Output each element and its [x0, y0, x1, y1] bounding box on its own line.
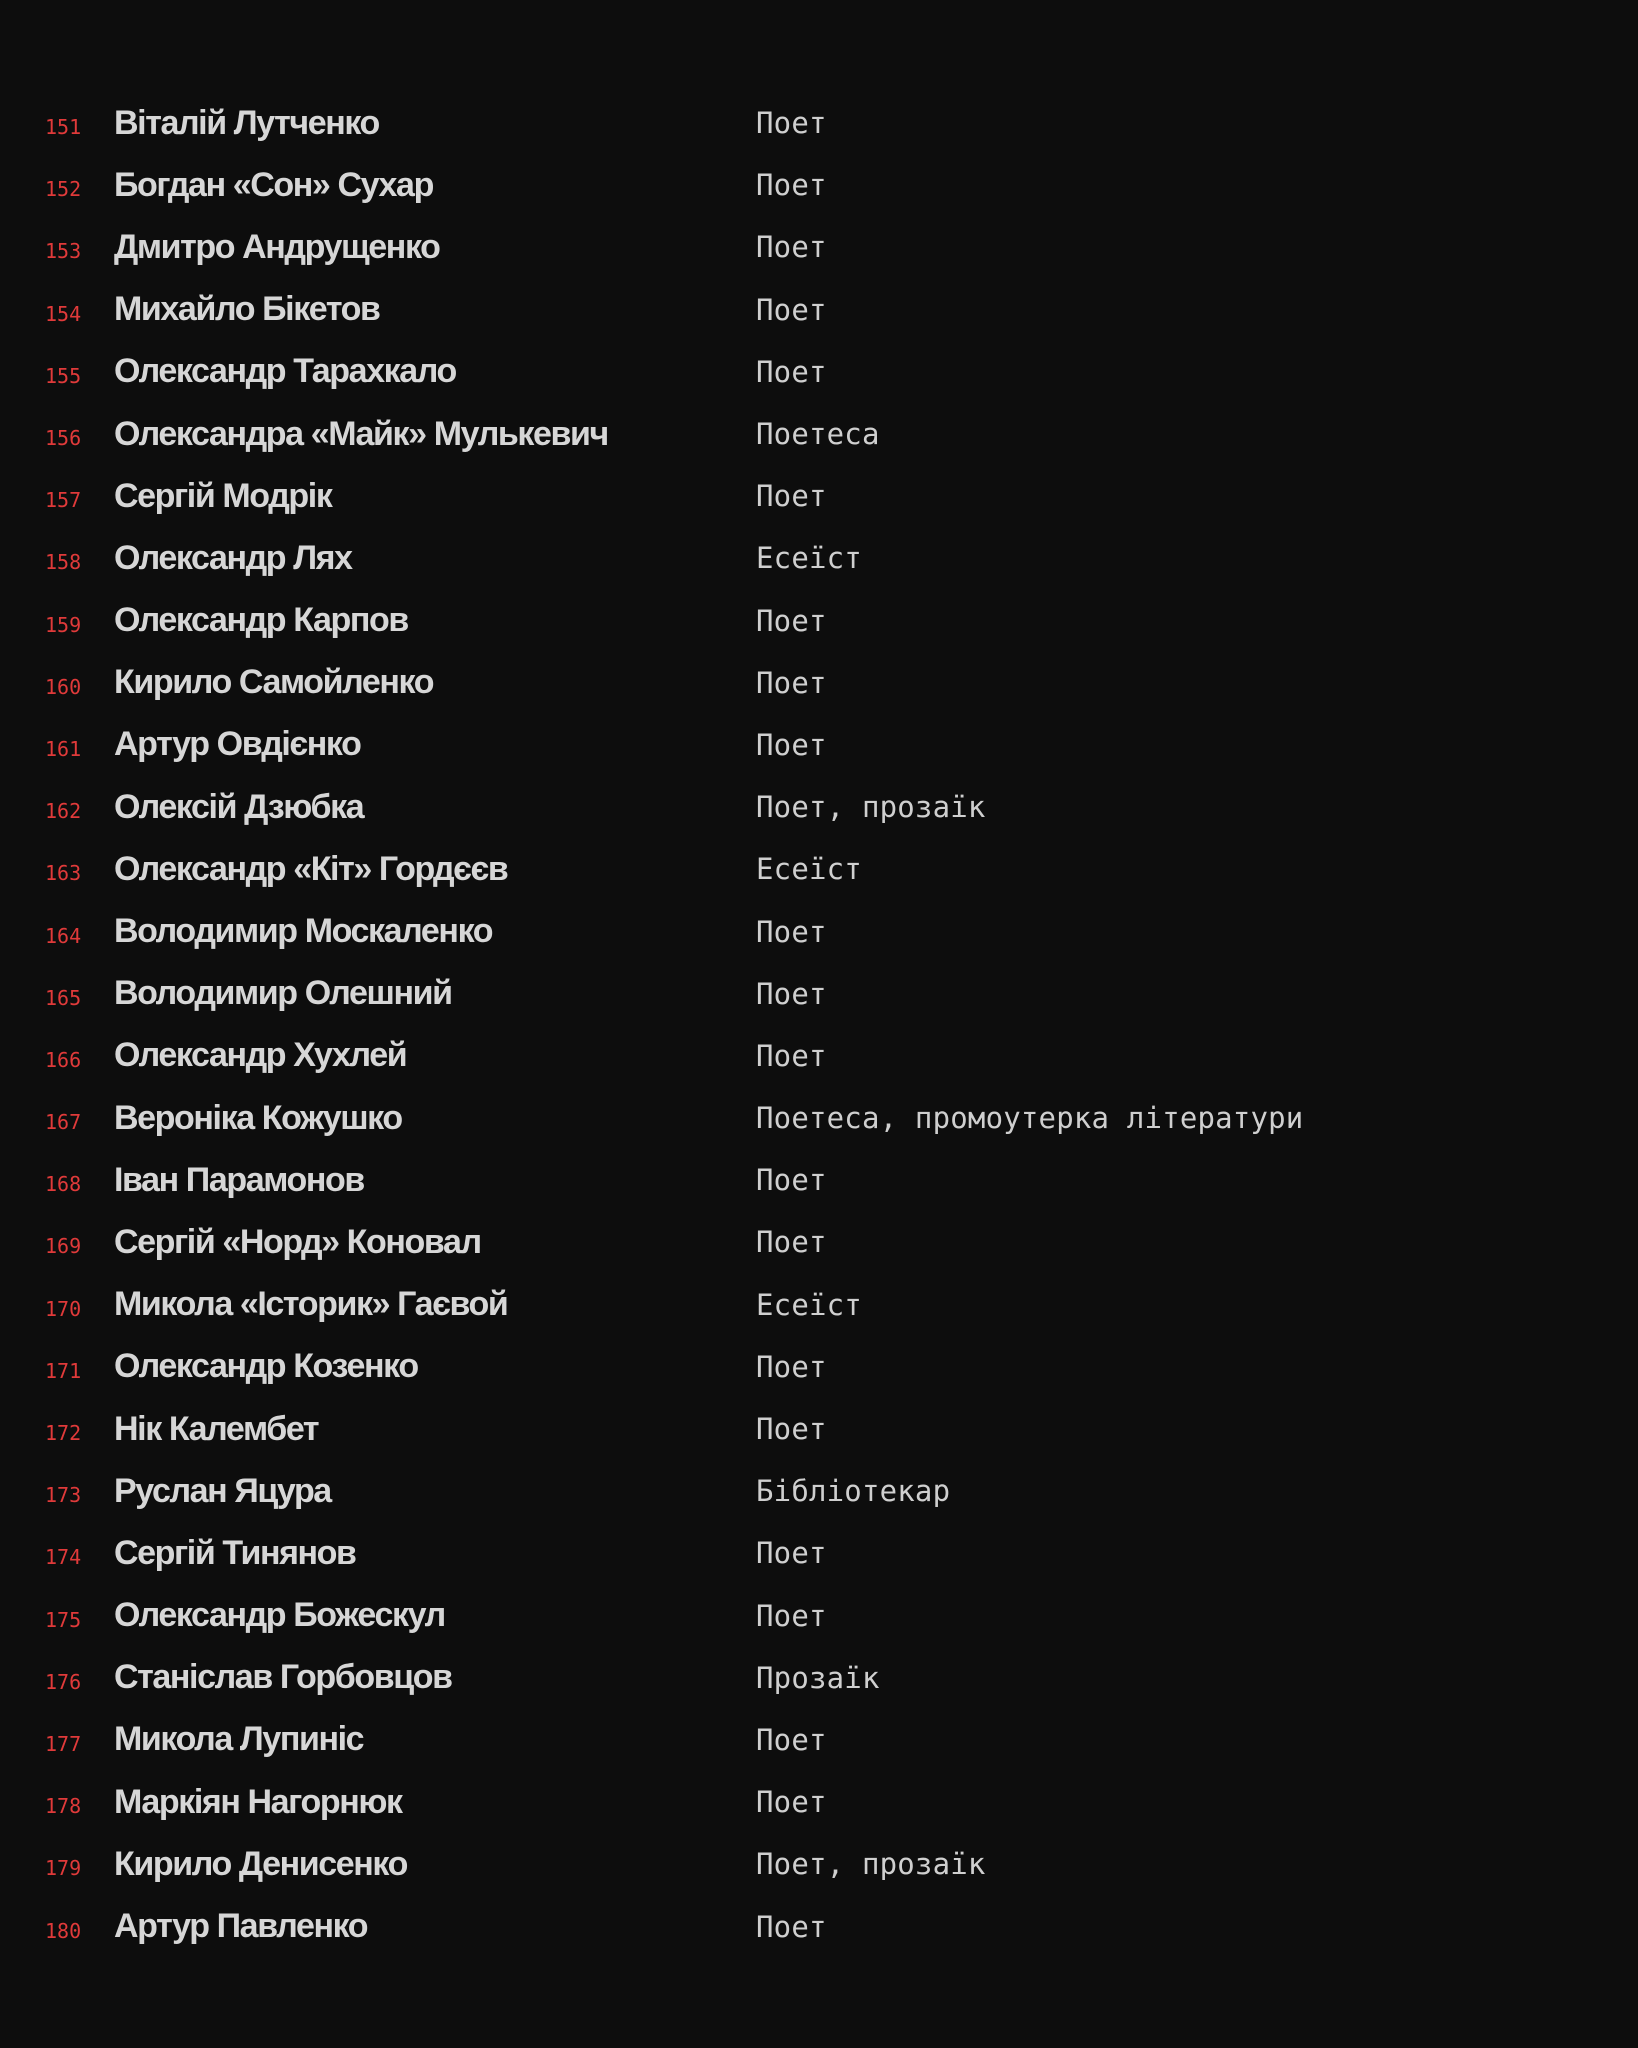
person-role: Поетеса, промоутерка літератури — [756, 1101, 1304, 1136]
person-role: Поет, прозаїк — [756, 1847, 986, 1882]
list-item — [0, 714, 1638, 776]
list-item — [0, 838, 1638, 900]
list-item — [0, 403, 1638, 465]
person-role: Поет — [756, 727, 827, 762]
person-role: Поет — [756, 230, 827, 265]
person-role: Поет — [756, 1349, 827, 1384]
list-item — [0, 1895, 1638, 1957]
person-name: Кирило Денисенко — [114, 1844, 407, 1883]
list-item — [0, 1585, 1638, 1647]
list-item — [0, 1522, 1638, 1584]
list-item — [0, 776, 1638, 838]
person-name: Олександр «Кіт» Гордєєв — [114, 849, 508, 888]
item-number: 180 — [45, 1918, 82, 1943]
person-role: Поет — [756, 914, 827, 949]
list-item — [0, 154, 1638, 216]
item-number: 172 — [45, 1421, 82, 1446]
person-role: Поет — [756, 665, 827, 700]
person-name: Олександр Лях — [114, 538, 352, 577]
people-list — [0, 92, 1638, 1958]
person-name: Віталій Лутченко — [114, 103, 379, 142]
person-name: Сергій Модрік — [114, 476, 332, 515]
person-role: Прозаїк — [756, 1660, 880, 1695]
item-number: 161 — [45, 736, 82, 761]
list-item — [0, 590, 1638, 652]
person-role: Поет — [756, 603, 827, 638]
list-item — [0, 341, 1638, 403]
list-item — [0, 1647, 1638, 1709]
person-role: Есеїст — [756, 541, 862, 576]
person-name: Сергій Тинянов — [114, 1533, 356, 1572]
person-role: Поет — [756, 1909, 827, 1944]
person-name: Олександра «Майк» Мулькевич — [114, 414, 608, 453]
person-role: Поет — [756, 1598, 827, 1633]
item-number: 169 — [45, 1234, 82, 1259]
item-number: 170 — [45, 1296, 82, 1321]
item-number: 151 — [45, 115, 82, 140]
item-number: 173 — [45, 1483, 82, 1508]
person-role: Поет — [756, 1722, 827, 1757]
list-item — [0, 1709, 1638, 1771]
list-item — [0, 1025, 1638, 1087]
person-name: Руслан Яцура — [114, 1471, 331, 1510]
person-role: Есеїст — [756, 1287, 862, 1322]
item-number: 176 — [45, 1669, 82, 1694]
item-number: 179 — [45, 1856, 82, 1881]
person-name: Маркіян Нагорнюк — [114, 1782, 402, 1821]
item-number: 165 — [45, 985, 82, 1010]
person-name: Володимир Олешний — [114, 974, 452, 1013]
person-name: Кирило Самойленко — [114, 663, 434, 702]
person-role: Поет — [756, 1225, 827, 1260]
person-role: Поет — [756, 1412, 827, 1447]
list-item — [0, 1460, 1638, 1522]
person-role: Поет — [756, 354, 827, 389]
item-number: 163 — [45, 861, 82, 886]
person-name: Станіслав Горбовцов — [114, 1658, 452, 1697]
list-item — [0, 279, 1638, 341]
list-item — [0, 1274, 1638, 1336]
person-name: Олександр Хухлей — [114, 1036, 407, 1075]
person-role: Поет — [756, 1163, 827, 1198]
list-item — [0, 527, 1638, 589]
person-name: Олександр Карпов — [114, 601, 408, 640]
item-number: 160 — [45, 674, 82, 699]
item-number: 153 — [45, 239, 82, 264]
person-name: Вероніка Кожушко — [114, 1098, 402, 1137]
item-number: 166 — [45, 1047, 82, 1072]
person-role: Поетеса — [756, 417, 880, 452]
item-number: 177 — [45, 1731, 82, 1756]
list-item — [0, 92, 1638, 154]
list-item — [0, 1149, 1638, 1211]
person-name: Дмитро Андрущенко — [114, 227, 440, 266]
item-number: 175 — [45, 1607, 82, 1632]
person-name: Олександр Тарахкало — [114, 352, 456, 391]
person-name: Артур Овдієнко — [114, 725, 361, 764]
person-name: Володимир Москаленко — [114, 912, 493, 951]
person-role: Поет — [756, 1038, 827, 1073]
item-number: 178 — [45, 1794, 82, 1819]
list-item — [0, 1087, 1638, 1149]
list-item — [0, 216, 1638, 278]
person-role: Поет, прозаїк — [756, 790, 986, 825]
item-number: 168 — [45, 1172, 82, 1197]
person-role: Поет — [756, 106, 827, 141]
person-name: Олександр Козенко — [114, 1347, 418, 1386]
person-name: Богдан «Сон» Сухар — [114, 165, 433, 204]
item-number: 164 — [45, 923, 82, 948]
person-role: Поет — [756, 1785, 827, 1820]
person-role: Есеїст — [756, 852, 862, 887]
person-role: Поет — [756, 976, 827, 1011]
item-number: 167 — [45, 1110, 82, 1135]
person-role: Бібліотекар — [756, 1474, 951, 1509]
list-item — [0, 1398, 1638, 1460]
item-number: 174 — [45, 1545, 82, 1570]
item-number: 157 — [45, 488, 82, 513]
person-name: Михайло Бікетов — [114, 290, 380, 329]
list-item — [0, 963, 1638, 1025]
list-item — [0, 1211, 1638, 1273]
item-number: 152 — [45, 177, 82, 202]
person-role: Поет — [756, 168, 827, 203]
item-number: 171 — [45, 1358, 82, 1383]
list-item — [0, 465, 1638, 527]
list-item — [0, 1833, 1638, 1895]
list-item — [0, 900, 1638, 962]
list-item — [0, 1336, 1638, 1398]
person-name: Нік Калембет — [114, 1409, 319, 1448]
person-role: Поет — [756, 292, 827, 327]
person-name: Олександр Божескул — [114, 1596, 445, 1635]
person-name: Микола «Історик» Гаєвой — [114, 1285, 508, 1324]
list-item — [0, 1771, 1638, 1833]
item-number: 156 — [45, 426, 82, 451]
list-item — [0, 652, 1638, 714]
person-name: Сергій «Норд» Коновал — [114, 1222, 481, 1261]
person-name: Микола Лупиніс — [114, 1720, 364, 1759]
person-name: Іван Парамонов — [114, 1160, 364, 1199]
item-number: 159 — [45, 612, 82, 637]
item-number: 154 — [45, 301, 82, 326]
person-role: Поет — [756, 479, 827, 514]
item-number: 158 — [45, 550, 82, 575]
person-name: Артур Павленко — [114, 1907, 368, 1946]
item-number: 155 — [45, 363, 82, 388]
person-name: Олексій Дзюбка — [114, 787, 364, 826]
person-role: Поет — [756, 1536, 827, 1571]
item-number: 162 — [45, 799, 82, 824]
